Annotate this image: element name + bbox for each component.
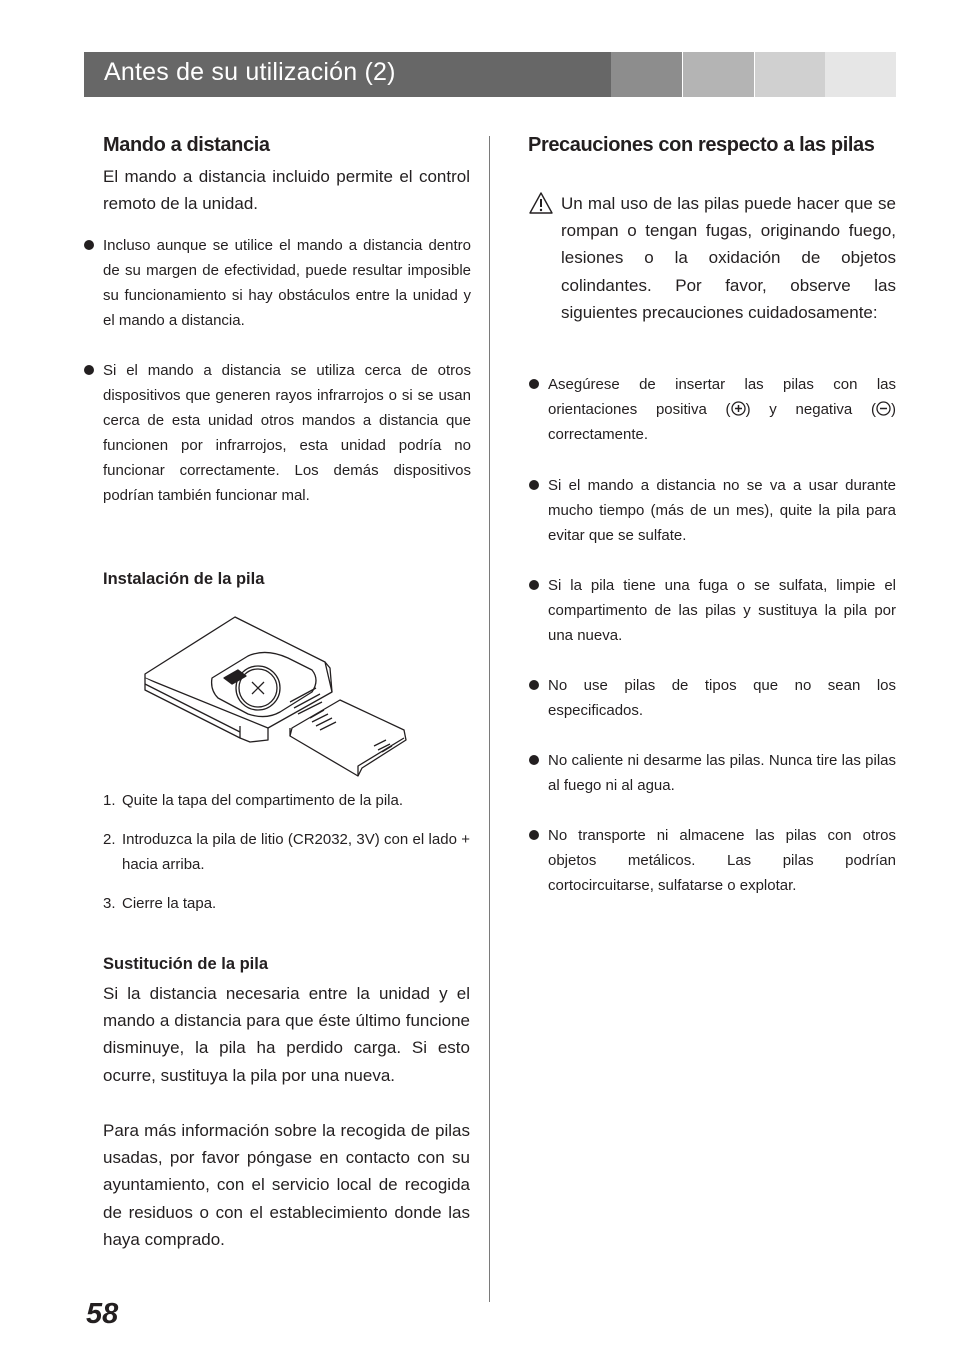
bullet-dot bbox=[529, 755, 539, 765]
column-divider bbox=[489, 136, 490, 1302]
header-bar-shade-3 bbox=[755, 52, 825, 97]
replace-heading: Sustitución de la pila bbox=[103, 955, 269, 973]
bullet-text-part: ) y negativa ( bbox=[745, 401, 876, 418]
step-number: 2. bbox=[103, 831, 116, 848]
warning-icon bbox=[528, 191, 554, 215]
step-text: Introduzca la pila de litio (CR2032, 3V) con el lado + hacia arriba. bbox=[122, 831, 470, 873]
bullet-text: No use pilas de tipos que no sean los especificados. bbox=[548, 677, 896, 719]
recycling-text: Para más información sobre la recogida de pilas usadas, por favor póngase en contacto con su ayuntamiento, con el servicio local de recogida de residuos o con el establecimiento donde las haya comprado. bbox=[103, 1121, 470, 1249]
bullet-text: No transporte ni almacene las pilas con otros objetos metálicos. Las pilas podrían cortocircuitarse, sulfatarse o explotar. bbox=[548, 827, 896, 894]
header-bar-shade-4 bbox=[825, 52, 896, 97]
step-text: Quite la tapa del compartimento de la pila. bbox=[122, 792, 403, 809]
remote-battery-illustration bbox=[140, 612, 415, 782]
bullet-text: No caliente ni desarme las pilas. Nunca tire las pilas al fuego ni al agua. bbox=[548, 752, 896, 794]
bullet-dot bbox=[529, 480, 539, 490]
header-bar-shade-1 bbox=[611, 52, 682, 97]
step-number: 3. bbox=[103, 895, 116, 912]
page-title: Antes de su utilización (2) bbox=[104, 58, 396, 86]
bullet-text-part: ) correctamente. bbox=[548, 401, 896, 443]
minus-circle-icon bbox=[876, 401, 891, 416]
bullet-text-part: Asegúrese de insertar las pilas con las orientaciones positiva ( bbox=[548, 376, 896, 418]
step-text: Cierre la tapa. bbox=[122, 895, 217, 912]
step-number: 1. bbox=[103, 792, 116, 809]
bullet-text: Si la pila tiene una fuga o se sulfata, limpie el compartimento de las pilas y sustituya la pila por una nueva. bbox=[548, 577, 896, 644]
bullet-text bbox=[548, 372, 896, 447]
bullet-dot bbox=[529, 379, 539, 389]
remote-control-intro: El mando a distancia incluido permite el control remoto de la unidad. bbox=[103, 167, 470, 214]
bullet-dot bbox=[84, 240, 94, 250]
warning-text: Un mal uso de las pilas puede hacer que se rompan o tengan fugas, originando fuego, lesiones o la oxidación de objetos colindantes. Por favor, observe las siguientes precauciones cuidadosamente: bbox=[561, 194, 896, 322]
bullet-dot bbox=[529, 830, 539, 840]
page-number: 58 bbox=[86, 1298, 119, 1330]
battery-precautions-heading: Precauciones con respecto a las pilas bbox=[528, 134, 875, 156]
bullet-dot bbox=[84, 365, 94, 375]
bullet-text: Si el mando a distancia se utiliza cerca de otros dispositivos que generen rayos infrarrojos o si se usan cerca de esta unidad otros mandos a distancia que funcionen por infrarrojos, esta unidad podría no funcionar correctamente. Los demás dispositivos podrían también funcionar mal. bbox=[103, 362, 471, 504]
bullet-dot bbox=[529, 680, 539, 690]
bullet-dot bbox=[529, 580, 539, 590]
plus-circle-icon bbox=[731, 401, 746, 416]
header-bar bbox=[84, 52, 896, 97]
bullet-text: Incluso aunque se utilice el mando a distancia dentro de su margen de efectividad, puede resultar imposible su funcionamiento si hay obstáculos entre la unidad y el mando a distancia. bbox=[103, 237, 471, 329]
bullet-text: Si el mando a distancia no se va a usar durante mucho tiempo (más de un mes), quite la pila para evitar que se sulfate. bbox=[548, 477, 896, 544]
install-heading: Instalación de la pila bbox=[103, 570, 265, 588]
header-bar-shade-2 bbox=[683, 52, 754, 97]
remote-control-heading: Mando a distancia bbox=[103, 134, 270, 156]
replace-text: Si la distancia necesaria entre la unidad y el mando a distancia para que éste último funcione disminuye, la pila ha perdido carga. Si esto ocurre, sustituya la pila por una nueva. bbox=[103, 984, 470, 1085]
